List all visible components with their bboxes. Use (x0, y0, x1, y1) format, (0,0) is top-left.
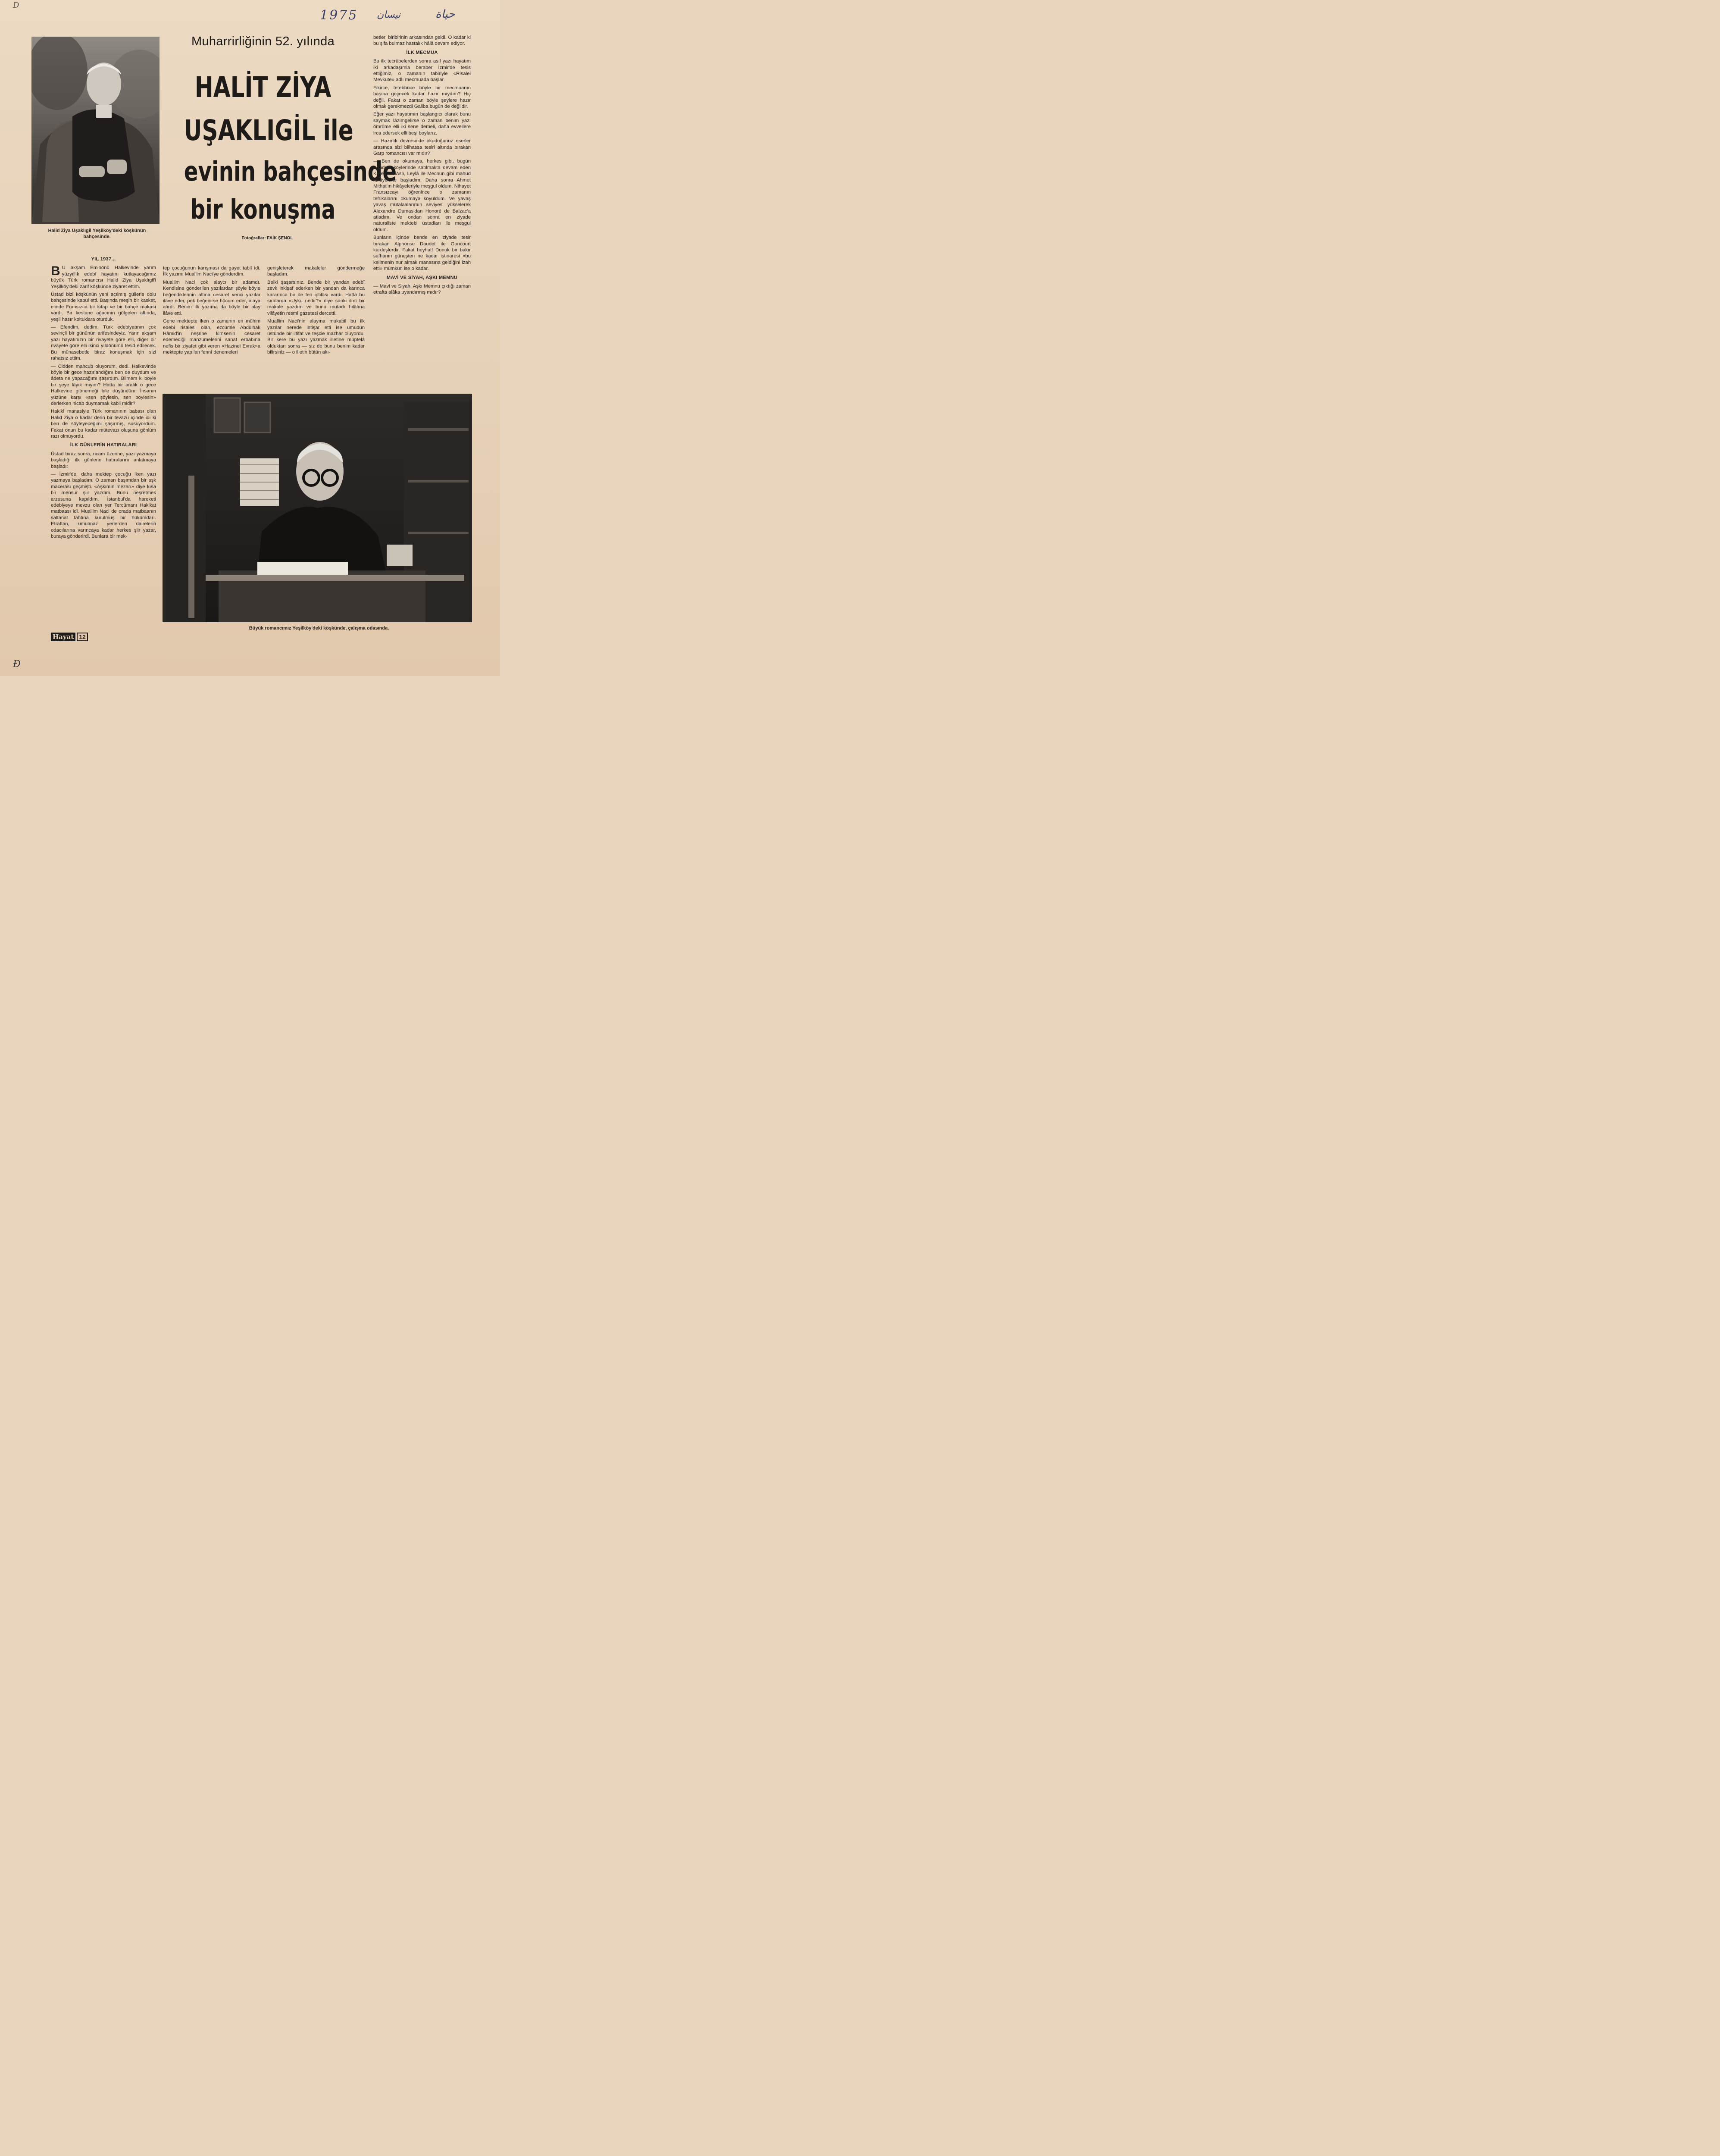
paragraph: genişleterek makaleler göndermeğe başladım. (267, 266, 365, 277)
photo-top-caption: Halid Ziya Uşaklıgil Yeşilköy'deki köşkünün bahçesinde. (48, 228, 146, 239)
article-column-2 (163, 265, 260, 357)
article-column-3 (267, 265, 365, 357)
page-number: 12 (77, 633, 88, 641)
paragraph: — Hazırlık devresinde okuduğunuz eserler arasında sizi bilhassa tesiri altında bırakan Garp romancısı var mıdır? (373, 138, 471, 156)
paragraph: Hakikî manasiyle Türk romanının babası olan Halid Ziya o kadar derin bir tevazu içinde idi ki ben de söyleyeceğimi şaşırmış, susuyordum. Fakat onun bu kadar mütevazı oluşuna gönlüm razı olmuyordu. (51, 409, 156, 439)
paragraph: Belki şaşarsınız. Bende bir yandan edebî zevk inkişaf ederken bir yandan da karınca kararınca bir de fen iptilâsı vardı. Hattâ bu sıralarda «Uyku nedir?» diye sanki ilmî bir makale yazdım ve bunu mutadı hilâfına vilâyetin resmî gazetesi dercetti. (267, 279, 365, 316)
paragraph: Üstad biraz sonra, ricam üzerine, yazı yazmaya başladığı ilk günlerin hatıralarını anlatmaya başladı: (51, 451, 156, 469)
section-heading-mavi-siyah: MAVİ VE SİYAH, AŞKI MEMNU (386, 275, 458, 280)
paragraph: Üstad bizi köşkünün yeni açılmış güllerle dolu bahçesinde kabul etti. Başında meşin bir kasket, elinde Fransızca bir kitap ve bir bahçe makası vardı. Bir kestane ağacının gölgeleri altında, yeşil hasır koltuklara oturduk. (51, 292, 156, 322)
drop-cap: B (51, 264, 60, 279)
paragraph: — Ben de okumaya, herkes gibi, bugün Anadolu köylerinde satılmakta devam eden Kerem ile Aslı, Leylâ ile Mecnun gibi mahud hikâyelerle başladım. Daha sonra Ahmet Mithat'ın hikâyeleriyle meşgul oldum. Nihayet Fransızcayı öğrenince o zamanın tefrikalarını okumaya koyuldum. Ve yavaş yavaş mütalaalarımın seviyesi yükselerek Alexandre Dumas'dan Honoré de Balzac'a atladım. Ve ondan sonra en ziyade naturaliste mektebi üstadları ile meşgul oldum. (373, 159, 471, 232)
photo-study-room (163, 394, 472, 622)
page-footer (51, 633, 88, 641)
photo-bottom-caption: Büyük romancımız Yeşilköy'deki köşkünde, çalışma odasında. (249, 626, 389, 631)
headline-kicker: Muharrirliğinin 52. yılında (191, 34, 335, 48)
section-heading-ilk-mecmua: İLK MECMUA (406, 50, 438, 55)
headline-line-2: UŞAKLIGİL ile (184, 114, 353, 147)
magazine-logo: Hayat (51, 633, 75, 641)
portrait-illustration (31, 37, 159, 224)
paragraph: — İzmir'de, daha mektep çocuğu iken yazı yazmaya başladım. O zaman başımdan bir aşk macerası geçmişti. «Aşkımın mezarı» diye kısa bir mensur şiir yazdım. Bunu neşretmek arzusuna kapıldım. İstanbul'da hareketi edebiyeye mevzu olan yer Tercümanı Hakikat matbaası idi. Muallim Naci de orada matbaanın saltanat tahtına kurulmuş bir hükümdarı. Etraftan, umulmaz yerlerden dairelerin odacılarına varıncaya kadar herkes şiir yazar, buraya gönderirdi. Bunlara bir mek- (51, 472, 156, 539)
paragraph: betleri biribirinin arkasından geldi. O kadar ki bu şifa bulmaz hastalık hâlâ devam ediyor. (373, 35, 471, 47)
headline-line-4: bir konuşma (190, 194, 336, 225)
article-column-1 (51, 254, 156, 541)
photo-garden-portrait (31, 37, 159, 224)
article-column-4 (373, 34, 471, 298)
handwritten-corner-mark: D (13, 1, 19, 10)
handwritten-corner-mark-bottom: Đ (13, 659, 21, 670)
paragraph: — Mavi ve Siyah, Aşkı Memnu çıktığı zaman etrafta alâka uyandırmış mıdır? (373, 284, 471, 295)
headline-line-1: HALİT ZİYA (194, 71, 331, 104)
section-heading-year: YIL 1937... (91, 257, 116, 262)
paragraph: Gene mektepte iken o zamanın en mühim edebî risalesi olan, ezcümle Abdülhak Hâmid'in neşrine kimsenin cesaret edemediği manzumelerini sanat erbabına nefis bir ziyafet gibi veren «Hazinei Evrak»a mektepte yapılan fennî denemeleri (163, 319, 260, 355)
paragraph: Bu ilk tecrübelerden sonra asıl yazı hayatım iki arkadaşımla beraber İzmir'de tesis ettiğimiz, o zamanın tabiriyle «Risalei Mevkute» adlı mecmuada başlar. (373, 59, 471, 83)
paragraph: Muallim Naci'nin alayına mukabil bu ilk yazılar nerede intişar etti ise umudun üstünde bir iltifat ve teşcie mazhar oluyordu. Bir kere bu yazı yazmak illetine müptelâ olduktan sonra — siz de bunu benim kadar bilirsiniz — o illetin bütün akı- (267, 319, 365, 355)
paragraph: — Efendim, dedim, Türk edebiyatının çok sevinçli bir gününün arifesindeyiz. Yarın akşam yazı hayatınızın bir rivayete göre elli, diğer bir rivayete göre elli ikinci yıldönümü tesid edilecek. Bu münasebetle biraz konuşmak için sizi rahatsız ettim. (51, 325, 156, 361)
headline-block (162, 34, 397, 228)
study-room-illustration (163, 394, 472, 622)
paragraph: Muallim Naci çok alaycı bir adamdı. Kendisine gönderilen yazılardan şöyle böyle beğendiklerinin altına cesaret verici yazılar ilâve eder, pek beğenirse hücum eder, alaya alırdı. Benim ilk yazıma da böyle bir alay ilâve etti. (163, 279, 260, 316)
section-heading-ilk-gunler: İLK GÜNLERİN HATIRALARI (70, 442, 137, 448)
paragraph: tep çocuğunun karışması da gayet tabiî idi. İlk yazımı Muallim Naci'ye gönderdim. (163, 266, 260, 277)
paragraph: Eğer yazı hayatımın başlangıcı olarak bunu saymak lâzımgelirse o zaman benim yazı ömrüme elli iki sene demeli, daha evvellere irca edersek elli beşi boylarız. (373, 112, 471, 136)
magazine-page (0, 0, 500, 676)
paragraph: — Cidden mahcub oluyorum, dedi. Halkevinde böyle bir gece hazırlandığını ben de duydum ve âdeta ne yapacağımı şaşırdım. Bilmem ki böyle bir şeye lâyık mıyım? Hatta bir aralık o gece Halkevine gitmemeği bile düşündüm. İnsanın yüzüne karşı «sen şöylesin, sen böylesin» derlerken hicab duymamak kabil midir? (51, 364, 156, 406)
handwritten-note-right: حياة (435, 8, 455, 21)
photo-credit: Fotoğraflar: FAİK ŞENOL (241, 236, 293, 241)
headline-line-3: evinin bahçesinde (184, 156, 397, 187)
handwritten-note-middle: نيسان (377, 9, 401, 20)
paragraph: Fikirce, tetebbüce böyle bir mecmuanın başına geçecek kadar hazır mıydım? Hiç değil. Fakat o zaman böyle şeylere hazır olmak gerekmezdi Galiba bugün de değildir. (373, 85, 471, 110)
paragraph: B U akşam Eminönü Halkevinde yarım yüzyıllık edebî hayatını kutlayacağımız büyük Türk romancısı Halid Ziya Uşaklıgil'i Yeşilköy'deki zarif köşkünde ziyaret ettim. (51, 264, 156, 289)
paragraph: Bunların içinde bende en ziyade tesir bırakan Alphonse Daudet ile Goncourt kardeşlerdir. Fakat heyhat! Donuk bir bakır safhanın güneşten ne kadar istinaresi «bu kelimenin nur almak manasına geldiğini izah etti» mümkün ise o kadar. (373, 235, 471, 272)
handwritten-year: 1975 (320, 8, 358, 23)
